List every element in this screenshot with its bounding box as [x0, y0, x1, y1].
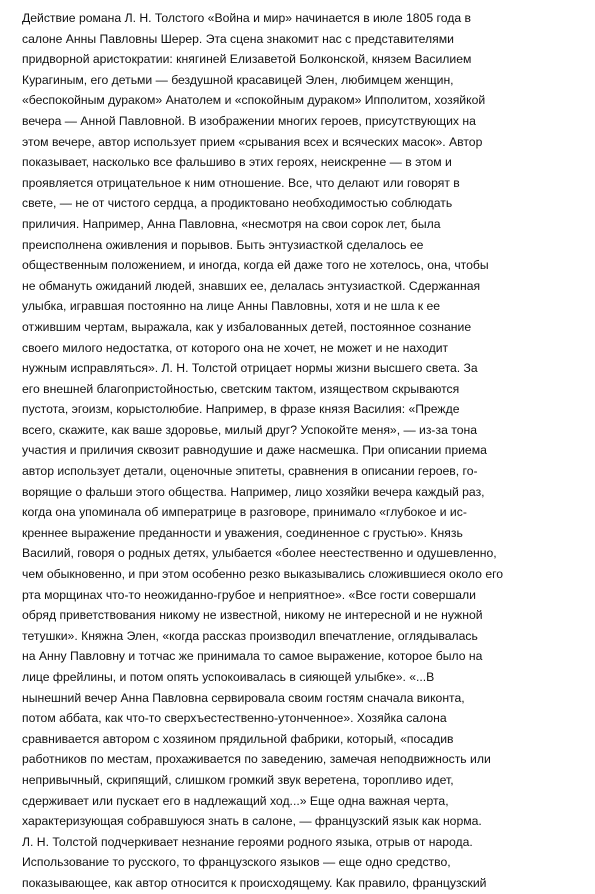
body-text — [22, 8, 582, 894]
text-line: рта морщинах что-то неожиданно-грубое и неприятное». «Все гости совершали — [22, 587, 476, 602]
text-line: сравнивается автором с хозяином прядильной фабрики, который, «посадив — [22, 731, 454, 746]
text-line: Василий, говоря о родных детях, улыбается «более неестественно и одушевленно, — [22, 546, 497, 561]
text-line: непривычный, скрипящий, слишком громкий звук веретена, торопливо идет, — [22, 772, 454, 787]
text-line: свете, — не от чистого сердца, а продиктовано необходимостью соблюдать — [22, 196, 453, 211]
text-line: преисполнена оживления и порывов. Быть энтузиасткой сделалось ее — [22, 237, 424, 252]
text-line: общественным положением, и иногда, когда ей даже того не хотелось, она, чтобы — [22, 258, 489, 273]
text-line: ворящие о фальши этого общества. Например, лицо хозяйки вечера каждый раз, — [22, 484, 485, 499]
text-line: характеризующая собравшуюся знать в салоне, — французский язык как норма. — [22, 814, 482, 829]
text-line: улыбка, игравшая постоянно на лице Анны Павловны, хотя и не шла к ее — [22, 299, 441, 314]
text-line: обряд приветствования никому не известной, никому не интересной и не нужной — [22, 608, 483, 623]
text-line: Курагиным, его детьми — бездушной красавицей Элен, любимцем женщин, — [22, 72, 454, 87]
text-line: автор использует детали, оценочные эпитеты, сравнения в описании героев, го- — [22, 464, 478, 479]
text-line: лице фрейлины, и потом опять успокоивалась в сияющей улыбке». «...В — [22, 670, 435, 684]
text-line: участия и приличия сквозит равнодушие и даже насмешка. При описании приема — [22, 443, 487, 458]
text-line: приличия. Например, Анна Павловна, «несмотря на свои сорок лет, была — [22, 216, 441, 231]
text-line: его внешней благопристойностью, светским тактом, изяществом скрываются — [22, 381, 460, 396]
text-line: пустота, эгоизм, корыстолюбие. Например, в фразе князя Василия: «Прежде — [22, 402, 460, 417]
text-line: Л. Н. Толстой подчеркивает незнание героями родного языка, отрыв от народа. — [22, 834, 473, 849]
text-line: потом аббата, как что-то сверхъестественно-утонченное». Хозяйка салона — [22, 711, 447, 726]
text-line: салоне Анны Павловны Шерер. Эта сцена знакомит нас с представителями — [22, 31, 454, 46]
text-line: показывает, насколько все фальшиво в этих героях, неискренне — в этом и — [22, 155, 452, 170]
text-line: своего милого недостатка, от которого она не хочет, не может и не находит — [22, 340, 449, 355]
text-line: отжившим чертам, выражала, как у избалованных детей, постоянное сознание — [22, 319, 472, 334]
text-line: всего, скажите, как ваше здоровье, милый друг? Успокойте меня», — из-за тона — [22, 422, 477, 437]
text-line: показывающее, как автор относится к происходящему. Как правило, французский — [22, 875, 487, 890]
text-line: тетушки». Княжна Элен, «когда рассказ производил впечатление, оглядывалась — [22, 628, 478, 643]
text-line: придворной аристократии: княгиней Елизаветой Болконской, князем Василием — [22, 52, 472, 67]
text-line: проявляется отрицательное к ним отношение. Все, что делают или говорят в — [22, 175, 460, 190]
text-line: на Анну Павловну и тотчас же принимала то самое выражение, которое было на — [22, 649, 483, 664]
text-line: не обмануть ожиданий людей, знавших ее, делалась энтузиасткой. Сдержанная — [22, 278, 481, 293]
text-line: работников по местам, прохаживается по заведению, замечая неподвижность или — [22, 752, 491, 767]
text-line: Использование то русского, то французского языков — еще одно средство, — [22, 855, 451, 870]
text-line: сдерживает или пускает его в надлежащий ход...» Еще одна важная черта, — [22, 793, 449, 808]
text-line: чем обыкновенно, и при этом особенно резко выказывались сложившиеся около его — [22, 567, 504, 582]
text-line: нужным исправляться». Л. Н. Толстой отрицает нормы жизни высшего света. За — [22, 361, 478, 376]
text-line: нынешний вечер Анна Павловна сервировала своим гостям сначала виконта, — [22, 690, 465, 705]
text-line: «беспокойным дураком» Анатолем и «спокойным дураком» Ипполитом, хозяйкой — [22, 93, 486, 108]
text-line: креннее выражение преданности и уважения, соединенное с грустью». Князь — [22, 525, 463, 540]
text-line: этом вечере, автор использует прием «срывания всех и всяческих масок». Автор — [22, 134, 483, 149]
text-line: вечера — Анной Павловной. В изображении многих героев, присутствующих на — [22, 113, 476, 128]
text-line: Действие романа Л. Н. Толстого «Война и мир» начинается в июле 1805 года в — [22, 11, 471, 25]
text-line: когда она упоминала об императрице в разговоре, принимало «глубокое и ис- — [22, 505, 467, 520]
